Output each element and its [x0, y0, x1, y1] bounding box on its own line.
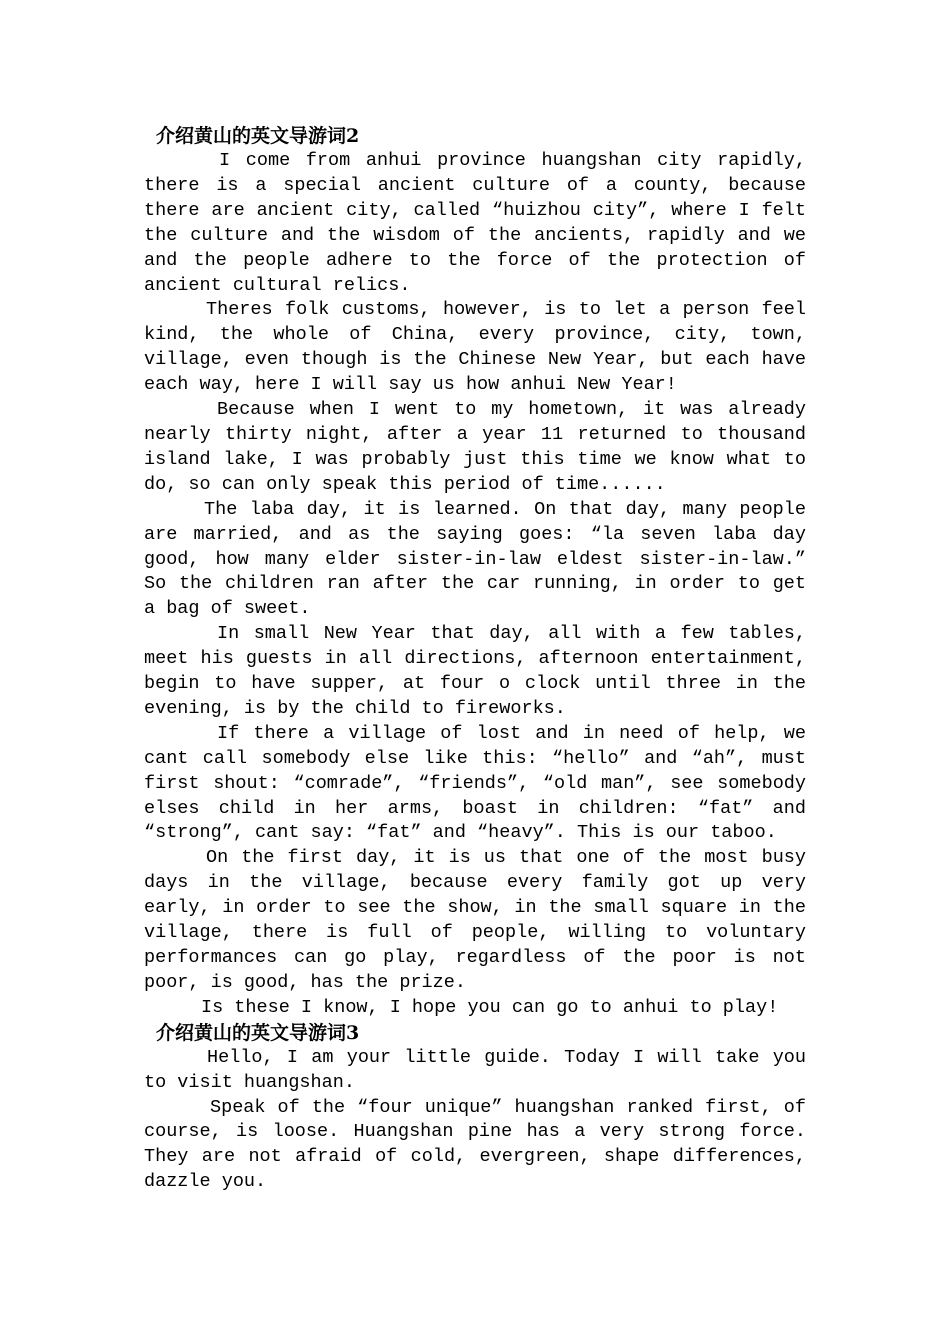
paragraph: I come from anhui province huangshan city rapidly, there is a special ancient culture of a county, because there are ancient city, called “huizhou city”, where I felt the culture and the wisdom of the ancients, rapidly and we and the people adhere to the force of the protection of ancient cultural relics. — [144, 150, 806, 296]
paragraph: Is these I know, I hope you can go to anhui to play! — [201, 996, 779, 1018]
document-page — [144, 124, 806, 1195]
section-heading-2: 介绍黄山的英文导游词2 — [156, 125, 360, 147]
paragraph: Because when I went to my hometown, it was already nearly thirty night, after a year 11 returned to thousand island lake, I was probably just this time we know what to do, so can only speak this period of time...... — [144, 399, 806, 495]
paragraph: Theres folk customs, however, is to let a person feel kind, the whole of China, every province, city, town, village, even though is the Chinese New Year, but each have each way, here I will say us how anhui New Year! — [144, 299, 806, 396]
section-heading-3: 介绍黄山的英文导游词3 — [156, 1021, 360, 1044]
paragraph: On the first day, it is us that one of the most busy days in the village, because every family got up very early, in order to see the show, in the small square in the village, there is full of people, willing to voluntary performances can go play, regardless of the poor is not poor, is good, has the prize. — [144, 847, 806, 993]
paragraph: In small New Year that day, all with a few tables, meet his guests in all directions, afternoon entertainment, begin to have supper, at four o clock until three in the evening, is by the child to fireworks. — [144, 623, 806, 719]
paragraph: Speak of the “four unique” huangshan ranked first, of course, is loose. Huangshan pine has a very strong force. They are not afraid of cold, evergreen, shape differences, dazzle you. — [144, 1096, 806, 1193]
paragraph: Hello, I am your little guide. Today I will take you to visit huangshan. — [144, 1046, 806, 1093]
paragraph: The laba day, it is learned. On that day, many people are married, and as the saying goes: “la seven laba day good, how many elder sister-in-law eldest sister-in-law.” So the children ran after the car running, in order to get a bag of sweet. — [144, 498, 806, 620]
paragraph: If there a village of lost and in need of help, we cant call somebody else like this: “hello” and “ah”, must first shout: “comrade”, “friends”, “old man”, see somebody elses child in her arms, boast in children: “fat” and “strong”, cant say: “fat” and “heavy”. This is our taboo. — [144, 722, 806, 844]
